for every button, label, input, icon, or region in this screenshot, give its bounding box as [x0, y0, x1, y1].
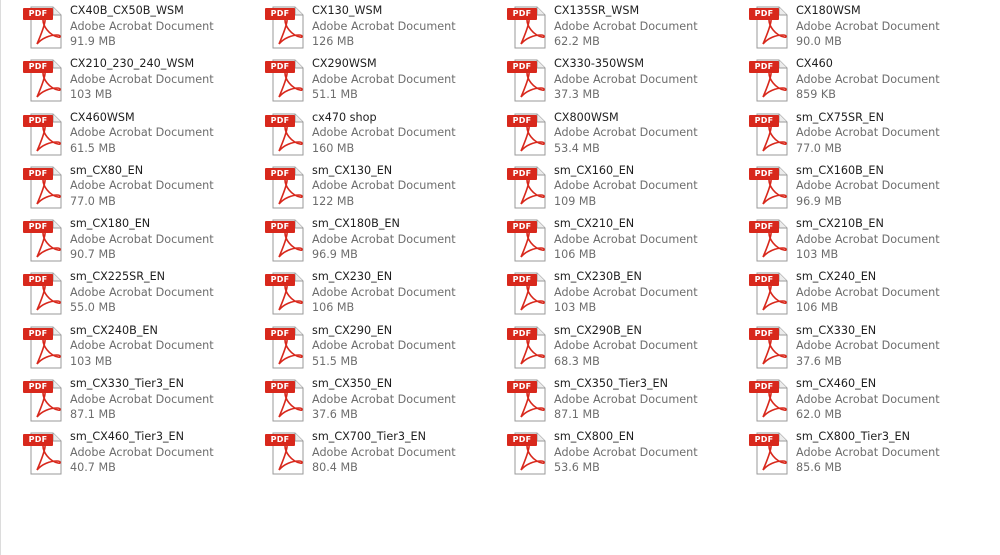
file-tile[interactable] [263, 109, 505, 162]
file-size: 122 MB [312, 194, 355, 208]
file-type: Adobe Acrobat Document [312, 19, 456, 33]
file-tile[interactable] [747, 2, 989, 55]
file-details [554, 216, 698, 263]
file-name: CX180WSM [796, 4, 861, 17]
file-size: 106 MB [312, 301, 355, 315]
pdf-badge: PDF [749, 434, 779, 446]
file-tile[interactable] [21, 109, 263, 162]
file-size: 40.7 MB [70, 461, 116, 475]
pdf-badge: PDF [265, 221, 295, 233]
pdf-badge: PDF [23, 61, 53, 73]
file-tile-grid [21, 2, 989, 482]
pdf-badge: PDF [749, 274, 779, 286]
file-type: Adobe Acrobat Document [70, 19, 214, 33]
file-size: 87.1 MB [70, 408, 116, 422]
file-name: sm_CX130_EN [312, 163, 393, 177]
file-tile[interactable] [263, 428, 505, 481]
file-tile[interactable] [263, 375, 505, 428]
file-details [796, 216, 940, 263]
file-type: Adobe Acrobat Document [70, 445, 214, 459]
pdf-file-icon [23, 57, 65, 103]
file-size: 103 MB [70, 88, 113, 102]
file-size: 85.6 MB [796, 461, 842, 475]
file-details [796, 110, 940, 157]
file-size: 90.0 MB [796, 35, 842, 48]
file-name: CX130_WSM [312, 4, 383, 17]
file-tile[interactable] [21, 268, 263, 321]
file-name: sm_CX240_EN [796, 270, 877, 284]
file-type: Adobe Acrobat Document [554, 126, 698, 140]
pdf-file-icon [265, 270, 307, 316]
file-details [70, 429, 214, 476]
file-tile[interactable] [263, 215, 505, 268]
pdf-file-icon [507, 57, 549, 103]
file-name: sm_CX160B_EN [796, 163, 884, 177]
pdf-badge: PDF [23, 8, 53, 20]
pdf-badge: PDF [507, 8, 537, 20]
file-size: 51.1 MB [312, 88, 358, 102]
file-details [554, 429, 698, 476]
file-name: sm_CX330_EN [796, 323, 877, 337]
file-tile[interactable] [21, 55, 263, 108]
pdf-file-icon [507, 164, 549, 210]
pdf-file-icon [23, 111, 65, 157]
pdf-file-icon [749, 270, 791, 316]
file-name: CX800WSM [554, 110, 619, 124]
file-size: 103 MB [70, 354, 113, 368]
pdf-file-icon [749, 57, 791, 103]
file-type: Adobe Acrobat Document [70, 126, 214, 140]
file-details [796, 56, 940, 103]
file-name: cx470 shop [312, 110, 377, 124]
pdf-badge: PDF [749, 221, 779, 233]
file-type: Adobe Acrobat Document [554, 392, 698, 406]
file-name: sm_CX180_EN [70, 217, 151, 231]
file-tile[interactable] [505, 428, 747, 481]
file-type: Adobe Acrobat Document [796, 285, 940, 299]
pdf-badge: PDF [23, 168, 53, 180]
file-type: Adobe Acrobat Document [70, 179, 214, 193]
pdf-file-icon [507, 4, 549, 50]
file-details [312, 323, 456, 370]
file-size: 103 MB [796, 248, 839, 262]
file-size: 62.0 MB [796, 408, 842, 422]
file-name: CX290WSM [312, 57, 377, 71]
file-size: 96.9 MB [312, 248, 358, 262]
file-type: Adobe Acrobat Document [796, 445, 940, 459]
file-name: sm_CX225SR_EN [70, 270, 166, 284]
file-tile[interactable] [263, 2, 505, 55]
file-name: sm_CX330_Tier3_EN [70, 377, 184, 391]
file-details [554, 269, 698, 316]
pdf-file-icon [507, 377, 549, 423]
pdf-badge: PDF [749, 328, 779, 340]
pdf-badge: PDF [265, 8, 295, 20]
file-tile[interactable] [263, 322, 505, 375]
file-tile[interactable] [747, 322, 989, 375]
file-size: 859 KB [796, 88, 836, 102]
pdf-file-icon [265, 57, 307, 103]
file-details [796, 376, 940, 423]
pdf-file-icon [749, 111, 791, 157]
file-details [312, 163, 456, 210]
file-size: 77.0 MB [796, 141, 842, 155]
file-tile[interactable] [21, 375, 263, 428]
pdf-badge: PDF [265, 274, 295, 286]
file-name: sm_CX800_EN [554, 430, 635, 444]
file-size: 91.9 MB [70, 35, 116, 48]
pdf-badge: PDF [749, 168, 779, 180]
file-details [796, 429, 940, 476]
pdf-file-icon [749, 217, 791, 263]
file-details [796, 163, 940, 210]
file-type: Adobe Acrobat Document [554, 445, 698, 459]
file-name: sm_CX800_Tier3_EN [796, 430, 910, 444]
file-details [796, 269, 940, 316]
file-size: 62.2 MB [554, 35, 600, 48]
pdf-file-icon [23, 4, 65, 50]
file-name: sm_CX290B_EN [554, 323, 642, 337]
file-name: CX210_230_240_WSM [70, 57, 195, 71]
file-size: 87.1 MB [554, 408, 600, 422]
file-type: Adobe Acrobat Document [70, 339, 214, 353]
pdf-file-icon [749, 430, 791, 476]
file-type: Adobe Acrobat Document [312, 126, 456, 140]
file-name: sm_CX75SR_EN [796, 110, 884, 124]
file-name: sm_CX180B_EN [312, 217, 400, 231]
pdf-file-icon [265, 4, 307, 50]
file-size: 126 MB [312, 35, 355, 48]
pdf-badge: PDF [23, 221, 53, 233]
pdf-file-icon [507, 111, 549, 157]
file-type: Adobe Acrobat Document [312, 232, 456, 246]
file-type: Adobe Acrobat Document [796, 19, 940, 33]
file-size: 53.6 MB [554, 461, 600, 475]
file-size: 77.0 MB [70, 194, 116, 208]
file-type: Adobe Acrobat Document [70, 285, 214, 299]
file-tile[interactable] [747, 268, 989, 321]
file-type: Adobe Acrobat Document [554, 339, 698, 353]
file-tile[interactable] [21, 162, 263, 215]
file-type: Adobe Acrobat Document [70, 72, 214, 86]
file-tile[interactable] [747, 428, 989, 481]
file-details [312, 3, 456, 50]
file-name: sm_CX350_EN [312, 377, 393, 391]
file-size: 109 MB [554, 194, 597, 208]
file-size: 106 MB [796, 301, 839, 315]
file-tile[interactable] [263, 268, 505, 321]
file-size: 68.3 MB [554, 354, 600, 368]
pdf-file-icon [23, 217, 65, 263]
file-name: CX460 [796, 57, 833, 71]
pdf-file-icon [265, 217, 307, 263]
pdf-badge: PDF [749, 8, 779, 20]
file-details [70, 323, 214, 370]
file-type: Adobe Acrobat Document [70, 232, 214, 246]
file-details [70, 3, 214, 50]
file-name: sm_CX240B_EN [70, 323, 158, 337]
file-type: Adobe Acrobat Document [312, 392, 456, 406]
file-size: 51.5 MB [312, 354, 358, 368]
file-name: CX40B_CX50B_WSM [70, 4, 184, 17]
file-details [554, 163, 698, 210]
pdf-badge: PDF [23, 328, 53, 340]
file-name: CX460WSM [70, 110, 135, 124]
file-tile[interactable] [21, 2, 263, 55]
pdf-badge: PDF [507, 434, 537, 446]
file-tile[interactable] [747, 162, 989, 215]
file-details [312, 216, 456, 263]
file-details [796, 3, 940, 50]
file-name: sm_CX210B_EN [796, 217, 884, 231]
file-tile[interactable] [747, 109, 989, 162]
file-tile[interactable] [505, 2, 747, 55]
pdf-badge: PDF [23, 274, 53, 286]
pdf-badge: PDF [507, 274, 537, 286]
file-size: 37.6 MB [312, 408, 358, 422]
pdf-file-icon [265, 377, 307, 423]
pdf-badge: PDF [507, 381, 537, 393]
pdf-badge: PDF [507, 168, 537, 180]
pdf-badge: PDF [265, 115, 295, 127]
file-tile[interactable] [747, 215, 989, 268]
file-details [312, 376, 456, 423]
pdf-badge: PDF [507, 115, 537, 127]
file-tile[interactable] [505, 109, 747, 162]
file-type: Adobe Acrobat Document [796, 126, 940, 140]
file-tile[interactable] [21, 428, 263, 481]
file-name: sm_CX230_EN [312, 270, 393, 284]
file-size: 96.9 MB [796, 194, 842, 208]
file-type: Adobe Acrobat Document [554, 72, 698, 86]
file-details [554, 3, 698, 50]
file-type: Adobe Acrobat Document [796, 232, 940, 246]
file-name: sm_CX290_EN [312, 323, 393, 337]
file-name: CX135SR_WSM [554, 4, 640, 17]
file-type: Adobe Acrobat Document [796, 72, 940, 86]
file-type: Adobe Acrobat Document [312, 179, 456, 193]
file-details [70, 110, 214, 157]
pdf-file-icon [265, 324, 307, 370]
file-name: sm_CX700_Tier3_EN [312, 430, 426, 444]
file-size: 53.4 MB [554, 141, 600, 155]
file-tile[interactable] [263, 162, 505, 215]
pdf-badge: PDF [507, 328, 537, 340]
file-type: Adobe Acrobat Document [554, 285, 698, 299]
file-details [554, 110, 698, 157]
file-size: 160 MB [312, 141, 355, 155]
file-size: 103 MB [554, 301, 597, 315]
pdf-badge: PDF [23, 434, 53, 446]
file-tile[interactable] [21, 215, 263, 268]
pdf-badge: PDF [265, 434, 295, 446]
file-tile[interactable] [505, 268, 747, 321]
file-details [796, 323, 940, 370]
file-type: Adobe Acrobat Document [796, 339, 940, 353]
file-tile[interactable] [505, 55, 747, 108]
pdf-file-icon [507, 217, 549, 263]
file-size: 80.4 MB [312, 461, 358, 475]
pdf-file-icon [749, 377, 791, 423]
file-name: sm_CX350_Tier3_EN [554, 377, 668, 391]
file-name: sm_CX460_Tier3_EN [70, 430, 184, 444]
pdf-badge: PDF [749, 115, 779, 127]
file-details [554, 376, 698, 423]
file-details [554, 323, 698, 370]
pdf-file-icon [749, 324, 791, 370]
pdf-file-icon [23, 430, 65, 476]
pdf-badge: PDF [265, 328, 295, 340]
file-tile[interactable] [505, 322, 747, 375]
file-name: sm_CX230B_EN [554, 270, 642, 284]
file-tile[interactable] [505, 162, 747, 215]
file-name: sm_CX210_EN [554, 217, 635, 231]
file-tile[interactable] [263, 55, 505, 108]
file-details [70, 269, 214, 316]
file-type: Adobe Acrobat Document [312, 445, 456, 459]
file-type: Adobe Acrobat Document [796, 392, 940, 406]
file-name: sm_CX80_EN [70, 163, 144, 177]
file-type: Adobe Acrobat Document [554, 19, 698, 33]
file-tile[interactable] [747, 375, 989, 428]
file-tile[interactable] [505, 375, 747, 428]
pdf-badge: PDF [23, 115, 53, 127]
file-type: Adobe Acrobat Document [70, 392, 214, 406]
pdf-file-icon [23, 377, 65, 423]
file-type: Adobe Acrobat Document [796, 179, 940, 193]
pdf-badge: PDF [23, 381, 53, 393]
pdf-file-icon [265, 430, 307, 476]
pdf-file-icon [507, 270, 549, 316]
pdf-file-icon [23, 324, 65, 370]
file-type: Adobe Acrobat Document [312, 339, 456, 353]
pdf-badge: PDF [507, 221, 537, 233]
file-size: 37.6 MB [796, 354, 842, 368]
pdf-file-icon [507, 324, 549, 370]
file-name: sm_CX160_EN [554, 163, 635, 177]
pdf-file-icon [265, 164, 307, 210]
file-tile[interactable] [21, 322, 263, 375]
pdf-file-icon [23, 164, 65, 210]
file-tile[interactable] [747, 55, 989, 108]
file-type: Adobe Acrobat Document [312, 285, 456, 299]
file-size: 55.0 MB [70, 301, 116, 315]
file-size: 106 MB [554, 248, 597, 262]
pdf-file-icon [749, 164, 791, 210]
file-details [312, 110, 456, 157]
file-details [70, 216, 214, 263]
file-details [70, 376, 214, 423]
pdf-file-icon [23, 270, 65, 316]
pdf-file-icon [265, 111, 307, 157]
file-details [312, 269, 456, 316]
file-type: Adobe Acrobat Document [312, 72, 456, 86]
pdf-badge: PDF [749, 61, 779, 73]
file-type: Adobe Acrobat Document [554, 232, 698, 246]
pdf-badge: PDF [749, 381, 779, 393]
file-name: CX330-350WSM [554, 57, 645, 71]
file-details [70, 56, 214, 103]
pdf-file-icon [507, 430, 549, 476]
pdf-file-icon [749, 4, 791, 50]
file-details [70, 163, 214, 210]
file-size: 37.3 MB [554, 88, 600, 102]
file-details [312, 56, 456, 103]
file-tile[interactable] [505, 215, 747, 268]
file-type: Adobe Acrobat Document [554, 179, 698, 193]
pdf-badge: PDF [507, 61, 537, 73]
file-details [554, 56, 698, 103]
file-name: sm_CX460_EN [796, 377, 877, 391]
file-details [312, 429, 456, 476]
pdf-badge: PDF [265, 168, 295, 180]
file-size: 90.7 MB [70, 248, 116, 262]
pdf-badge: PDF [265, 381, 295, 393]
pdf-badge: PDF [265, 61, 295, 73]
file-size: 61.5 MB [70, 141, 116, 155]
